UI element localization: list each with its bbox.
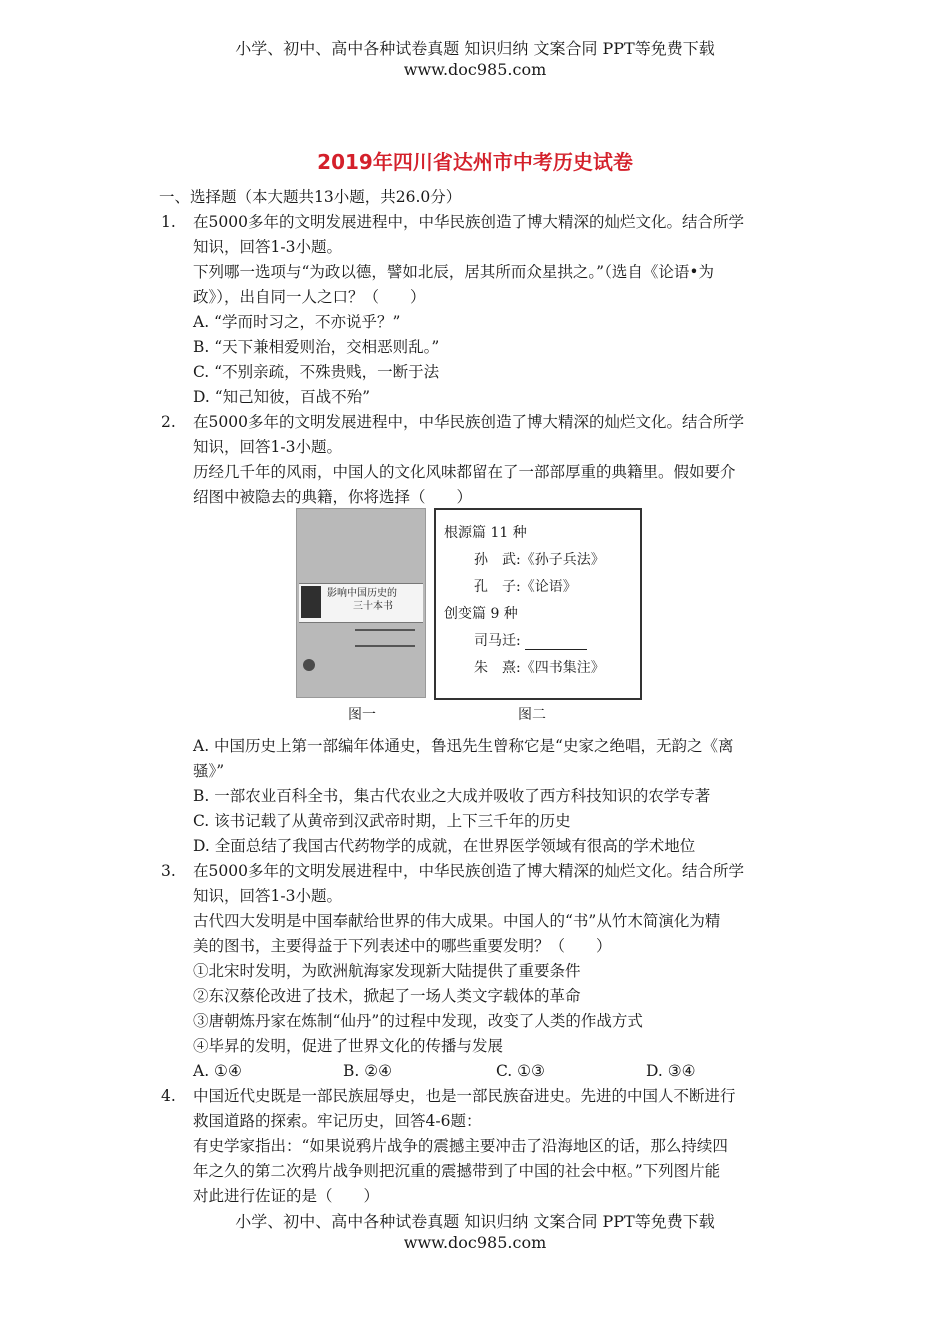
- question-3-line: 知识，回答1-3小题。: [193, 887, 342, 905]
- question-3-option-a: A. ①④: [193, 1062, 242, 1080]
- question-2-option-a: A. 中国历史上第一部编年体通史，鲁迅先生曾称它是“史家之绝唱，无韵之《离: [193, 737, 734, 755]
- question-1-line: 知识，回答1-3小题。: [193, 238, 342, 256]
- question-3-item: ④毕昇的发明，促进了世界文化的传播与发展: [193, 1037, 504, 1055]
- question-2-line: 历经几千年的风雨，中国人的文化风味都留在了一部部厚重的典籍里。假如要介: [193, 463, 736, 481]
- question-1-line: 下列哪一选项与“为政以德，譬如北辰，居其所而众星拱之。”（选自《论语•为: [193, 263, 714, 281]
- question-3-number: 3.: [161, 862, 176, 880]
- book-cover-lines: [355, 629, 415, 647]
- question-2-number: 2.: [161, 413, 176, 431]
- footer-text: 小学、初中、高中各种试卷真题 知识归纳 文案合同 PPT等免费下载: [235, 1212, 715, 1231]
- book-list-row-blank: [474, 632, 587, 650]
- book-cover-band: [299, 583, 423, 623]
- header-url[interactable]: www.doc985.com: [403, 60, 547, 79]
- question-3-item: ③唐朝炼丹家在炼制“仙丹”的过程中发现，改变了人类的作战方式: [193, 1012, 643, 1030]
- question-3-option-c: C. ①③: [496, 1062, 545, 1080]
- question-3-option-b: B. ②④: [343, 1062, 393, 1080]
- question-2-option-a-cont: 骚》”: [193, 762, 225, 780]
- question-4-line: 有史学家指出：“如果说鸦片战争的震撼主要冲击了沿海地区的话，那么持续四: [193, 1137, 728, 1155]
- header-text: 小学、初中、高中各种试卷真题 知识归纳 文案合同 PPT等免费下载: [235, 39, 715, 58]
- book-list-label: 司马迁:: [474, 633, 521, 649]
- question-1-option-d: D. “知己知彼，百战不殆”: [193, 388, 371, 406]
- question-2-option-b: B. 一部农业百科全书，集古代农业之大成并吸收了西方科技知识的农学专著: [193, 787, 711, 805]
- question-2-option-c: C. 该书记载了从黄帝到汉武帝时期，上下三千年的历史: [193, 812, 571, 830]
- question-2-line: 绍图中被隐去的典籍，你将选择（ ）: [193, 488, 473, 506]
- book-title-line: 三十本书: [353, 601, 393, 612]
- book-title-line: 影响中国历史的: [327, 588, 397, 599]
- question-2-line: 知识，回答1-3小题。: [193, 438, 342, 456]
- book-list-row: 朱 熹:《四书集注》: [474, 660, 605, 676]
- section-heading: 一、选择题（本大题共13小题，共26.0分）: [159, 188, 462, 206]
- question-3-line: 在5000多年的文明发展进程中，中华民族创造了博大精深的灿烂文化。结合所学: [193, 862, 744, 880]
- question-3-line: 古代四大发明是中国奉献给世界的伟大成果。中国人的“书”从竹木简演化为精: [193, 912, 721, 930]
- question-4-line: 救国道路的探索。牢记历史，回答4-6题：: [193, 1112, 482, 1130]
- book-list-row: 孙 武:《孙子兵法》: [474, 552, 605, 568]
- figure-2-caption: 图二: [518, 707, 546, 723]
- book-cover-portrait: [301, 586, 321, 618]
- question-3-item: ②东汉蔡伦改进了技术，掀起了一场人类文字载体的革命: [193, 987, 581, 1005]
- question-1-option-b: B. “天下兼相爱则治，交相恶则乱。”: [193, 338, 440, 356]
- question-3-option-d: D. ③④: [646, 1062, 696, 1080]
- question-4-line: 对此进行佐证的是（ ）: [193, 1187, 380, 1205]
- question-1-option-a: A. “学而时习之，不亦说乎？”: [193, 313, 401, 331]
- question-1-option-c: C. “不别亲疏，不殊贵贱，一断于法: [193, 363, 440, 381]
- question-2-option-d: D. 全面总结了我国古代药物学的成就，在世界医学领域有很高的学术地位: [193, 837, 696, 855]
- figure-1-caption: 图一: [348, 707, 376, 723]
- book-list-row: 创变篇 9 种: [444, 606, 518, 622]
- question-3-item: ①北宋时发明，为欧洲航海家发现新大陆提供了重要条件: [193, 962, 581, 980]
- book-list-box: [434, 508, 642, 700]
- question-3-line: 美的图书，主要得益于下列表述中的哪些重要发明？（ ）: [193, 937, 612, 955]
- book-cover-image: [296, 508, 426, 698]
- question-2-figure: [296, 508, 646, 724]
- page-footer: [0, 1211, 950, 1253]
- hidden-book-blank: [525, 635, 587, 650]
- book-list-row: 孔 子:《论语》: [474, 579, 577, 595]
- publisher-logo-icon: [303, 659, 315, 671]
- question-4-number: 4.: [161, 1087, 176, 1105]
- question-1-line: 在5000多年的文明发展进程中，中华民族创造了博大精深的灿烂文化。结合所学: [193, 213, 744, 231]
- question-4-line: 中国近代史既是一部民族屈辱史，也是一部民族奋进史。先进的中国人不断进行: [193, 1087, 736, 1105]
- question-4-line: 年之久的第二次鸦片战争则把沉重的震撼带到了中国的社会中枢。”下列图片能: [193, 1162, 721, 1180]
- question-1-line: 政》），出自同一人之口？（ ）: [193, 288, 426, 306]
- page-title: 2019年四川省达州市中考历史试卷: [317, 150, 633, 174]
- footer-url[interactable]: www.doc985.com: [403, 1233, 547, 1252]
- page-header: [0, 38, 950, 80]
- book-list-row: 根源篇 11 种: [444, 525, 527, 541]
- question-2-line: 在5000多年的文明发展进程中，中华民族创造了博大精深的灿烂文化。结合所学: [193, 413, 744, 431]
- book-cover-title: [327, 587, 397, 613]
- question-1-number: 1.: [161, 213, 176, 231]
